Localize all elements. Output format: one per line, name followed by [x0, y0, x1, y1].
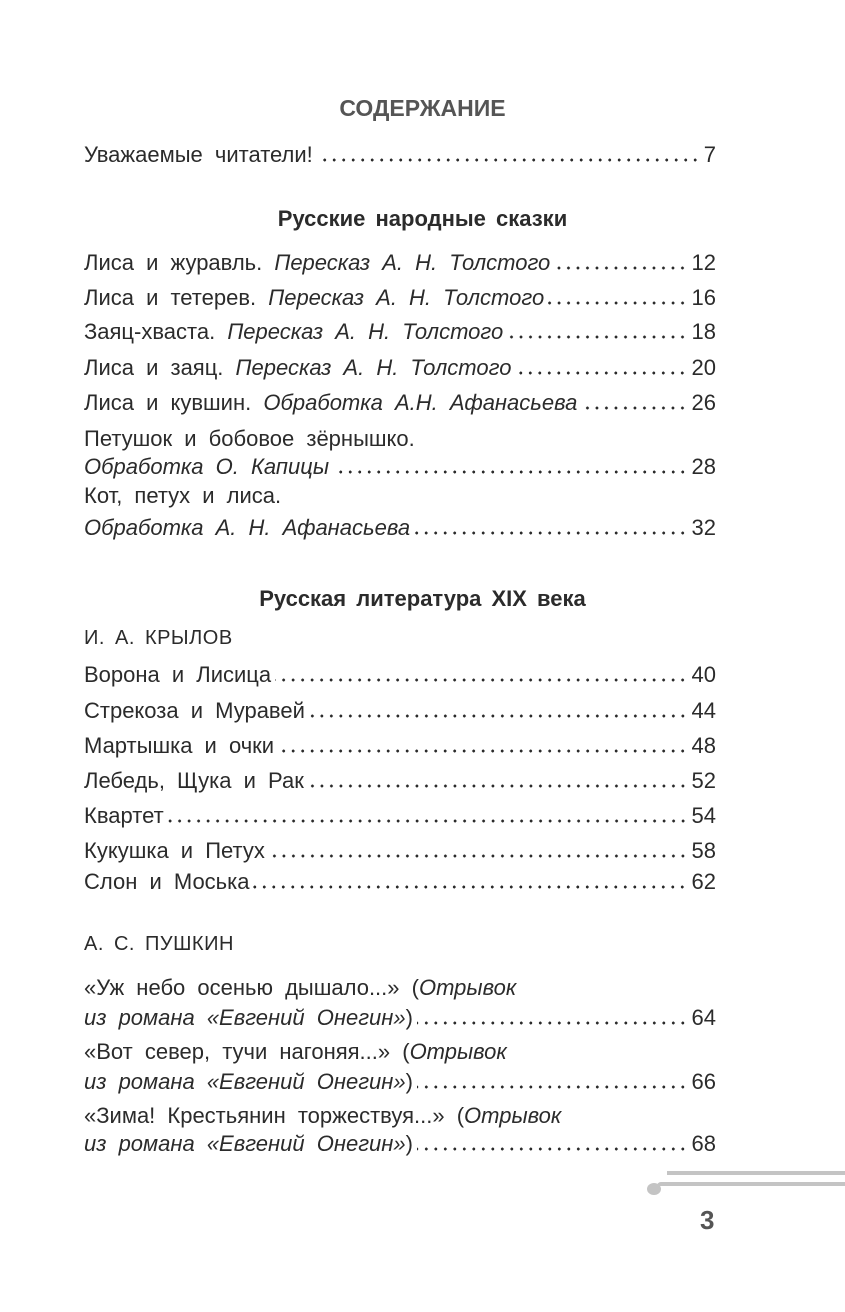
toc-entry[interactable]	[84, 660, 716, 690]
toc-entry[interactable]	[84, 867, 716, 897]
entry-page: 44	[691, 698, 716, 723]
toc-entry[interactable]	[84, 353, 716, 383]
entry-page: 16	[691, 285, 716, 310]
entry-page: 12	[691, 250, 716, 275]
entry-note: Обработка А. Н. Афанасьева	[84, 515, 411, 540]
entry-page: 18	[691, 319, 716, 344]
page-number: 3	[700, 1205, 715, 1235]
entry-title: Квартет	[84, 803, 164, 828]
toc-entry[interactable]	[84, 731, 716, 761]
toc-entry[interactable]	[84, 766, 716, 796]
entry-page: 40	[691, 662, 716, 687]
entry-title: Лиса и тетерев. Пересказ А. Н. Толстого	[84, 285, 545, 310]
entry-page: 7	[703, 142, 716, 167]
entry-note: из романа «Евгений Онегин»)	[84, 1131, 413, 1156]
entry-page: 68	[691, 1131, 716, 1156]
entry-page: 52	[691, 768, 716, 793]
entry-title: Уважаемые читатели!	[84, 142, 313, 167]
section-heading: Русская литература XIX века	[259, 586, 586, 611]
toc-entry[interactable]	[84, 1067, 716, 1097]
toc-entry[interactable]	[84, 452, 716, 482]
entry-title: Лиса и журавль. Пересказ А. Н. Толстого	[84, 250, 551, 275]
entry-page: 64	[691, 1005, 716, 1030]
entry-note: из романа «Евгений Онегин»)	[84, 1069, 413, 1094]
page-title: СОДЕРЖАНИЕ	[339, 95, 506, 121]
entry-title: «Уж небо осенью дышало...» (Отрывок	[84, 975, 517, 1000]
entry-title: Ворона и Лисица	[84, 662, 272, 687]
toc-entry[interactable]	[84, 317, 716, 347]
toc-entry[interactable]	[84, 696, 716, 726]
entry-note: Обработка О. Капицы	[84, 454, 330, 479]
dot-leader	[414, 531, 687, 535]
toc-entry[interactable]	[84, 836, 716, 866]
entry-title: Лебедь, Щука и Рак	[84, 768, 304, 793]
entry-title: Стрекоза и Муравей	[84, 698, 305, 723]
dot-leader	[309, 714, 688, 718]
entry-page: 26	[691, 390, 716, 415]
dot-leader	[275, 678, 687, 682]
entry-page: 62	[691, 869, 716, 894]
entry-title: Заяц-хваста. Пересказ А. Н. Толстого	[84, 319, 504, 344]
dot-leader	[548, 301, 687, 305]
entry-page: 58	[691, 838, 716, 863]
entry-title: «Зима! Крестьянин торжествуя...» (Отрывок	[84, 1103, 562, 1128]
dot-leader	[333, 470, 687, 474]
entry-title: Кот, петух и лиса.	[84, 483, 282, 508]
toc-entry[interactable]	[84, 1003, 716, 1033]
dot-leader	[317, 158, 700, 162]
entry-title: Лиса и кувшин. Обработка А.Н. Афанасьева	[84, 390, 578, 415]
author-heading: А. С. ПУШКИН	[84, 933, 234, 955]
toc-entry[interactable]	[84, 388, 716, 418]
footer-dot-ornament	[647, 1183, 661, 1195]
toc-entry[interactable]	[84, 801, 716, 831]
entry-page: 32	[691, 515, 716, 540]
entry-page: 28	[691, 454, 716, 479]
dot-leader	[278, 749, 687, 753]
dot-leader	[253, 885, 687, 889]
dot-leader	[417, 1021, 688, 1025]
footer-rule	[667, 1171, 845, 1175]
entry-page: 54	[691, 803, 716, 828]
toc-entry[interactable]	[84, 248, 716, 278]
entry-note: из романа «Евгений Онегин»)	[84, 1005, 413, 1030]
author-heading: И. А. КРЫЛОВ	[84, 627, 233, 649]
dot-leader	[417, 1147, 688, 1151]
entry-title: «Вот север, тучи нагоняя...» (Отрывок	[84, 1039, 507, 1064]
dot-leader	[507, 335, 687, 339]
toc-entry[interactable]	[84, 140, 716, 170]
footer-rule	[657, 1182, 845, 1186]
section-heading: Русские народные сказки	[277, 206, 568, 231]
entry-title: Петушок и бобовое зёрнышко.	[84, 426, 415, 451]
dot-leader	[269, 854, 688, 858]
entry-title: Слон и Моська	[84, 869, 250, 894]
dot-leader	[417, 1085, 688, 1089]
dot-leader	[168, 819, 688, 823]
toc-entry[interactable]	[84, 513, 716, 543]
entry-title: Мартышка и очки	[84, 733, 275, 758]
entry-title: Лиса и заяц. Пересказ А. Н. Толстого	[84, 355, 512, 380]
entry-page: 48	[691, 733, 716, 758]
entry-page: 66	[691, 1069, 716, 1094]
entry-title: Кукушка и Петух	[84, 838, 265, 863]
dot-leader	[581, 406, 687, 410]
dot-leader	[308, 784, 688, 788]
toc-entry[interactable]	[84, 1129, 716, 1159]
entry-page: 20	[691, 355, 716, 380]
dot-leader	[554, 266, 687, 270]
toc-entry[interactable]	[84, 283, 716, 313]
dot-leader	[515, 371, 687, 375]
